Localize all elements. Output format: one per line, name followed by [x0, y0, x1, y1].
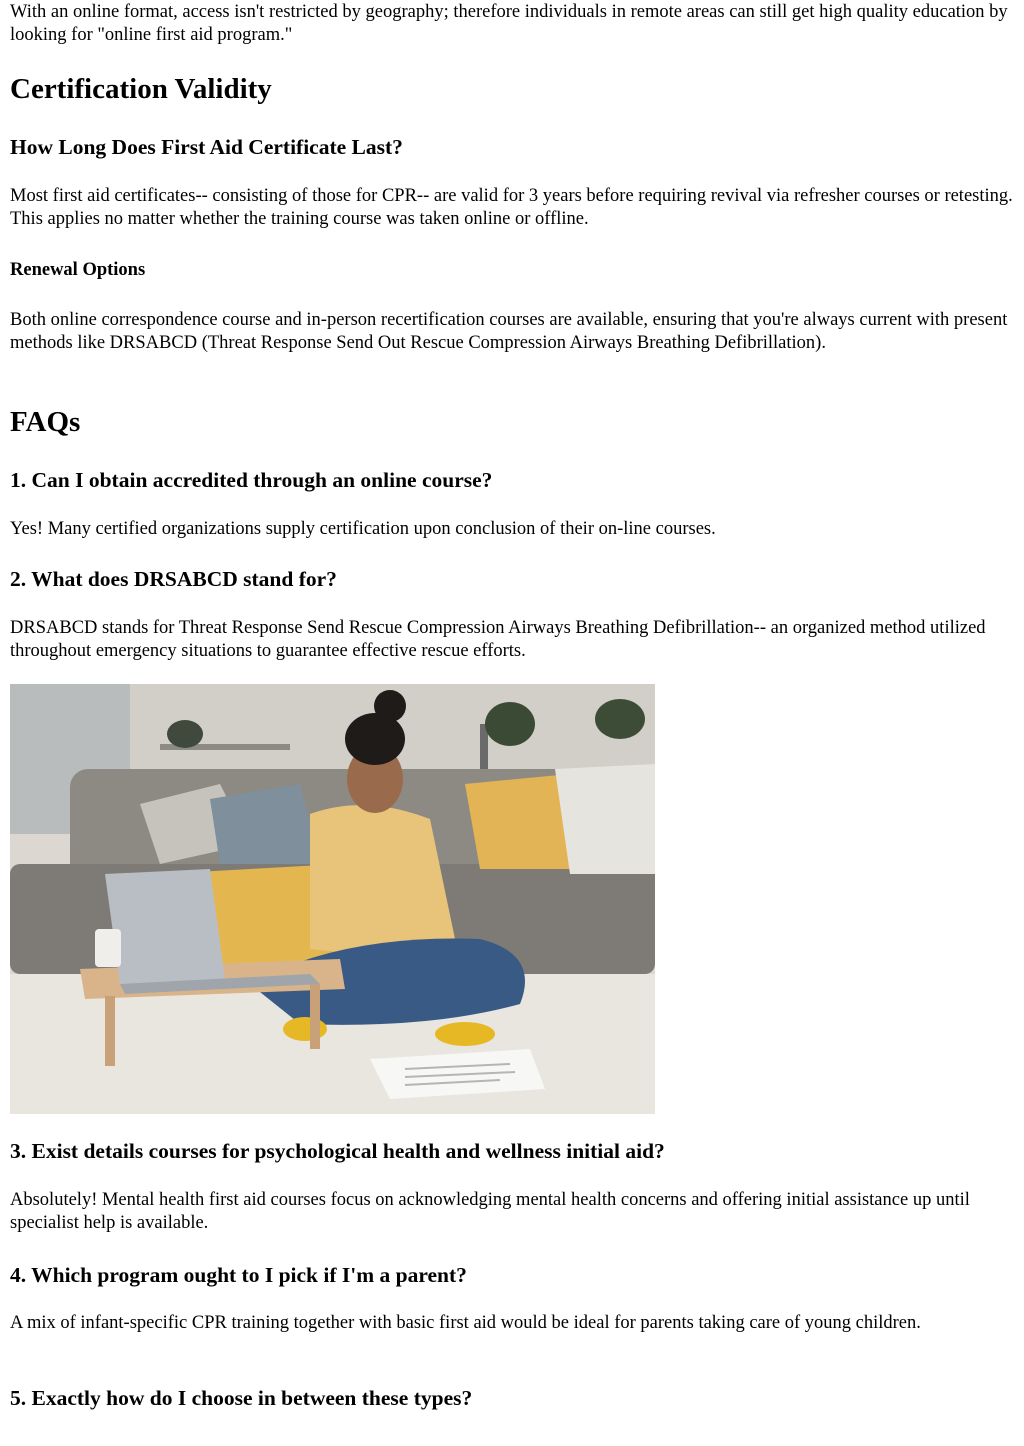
faq-answer: Yes! Many certified organizations supply certification upon conclusion of their on-line courses. [10, 519, 716, 539]
faq-answer: DRSABCD stands for Threat Response Send Rescue Compression Airways Breathing Defibrillation-- an organized method utilized throughout emergency situations to guarantee effective rescue efforts. [10, 618, 986, 661]
how-long-paragraph [10, 185, 1016, 231]
faqs-section [10, 405, 1016, 439]
faq-question: 4. Which program ought to I pick if I'm a parent? [10, 1263, 467, 1287]
renewal-block [10, 259, 1016, 282]
faq-item [10, 518, 1016, 541]
how-long-block [10, 134, 1016, 160]
renewal-text: Both online correspondence course and in-person recertification courses are available, ensuring that you're always current with present methods like DRSABCD (Threat Response Send Out Rescue Compression Airways Breathing Defibrillation). [10, 310, 1008, 353]
faq-item [10, 1312, 1016, 1335]
how-long-heading: How Long Does First Aid Certificate Last? [10, 135, 403, 159]
faq-item [10, 467, 1016, 493]
certification-section [10, 72, 1016, 106]
intro-paragraph [10, 1, 1016, 47]
renewal-heading: Renewal Options [10, 260, 146, 280]
faq-answer: A mix of infant-specific CPR training together with basic first aid would be ideal for parents taking care of young children. [10, 1313, 921, 1333]
intro-text: With an online format, access isn't restricted by geography; therefore individuals in remote areas can still get high quality education by looking for "online first aid program." [10, 2, 1008, 45]
faqs-heading: FAQs [10, 406, 81, 438]
faq-item [10, 1262, 1016, 1288]
faq-answer: Absolutely! Mental health first aid courses focus on acknowledging mental health concerns and offering initial assistance up until specialist help is available. [10, 1190, 970, 1233]
faq-question: 1. Can I obtain accredited through an online course? [10, 468, 493, 492]
photo-woman-laptop-icon [10, 684, 655, 1114]
faq-item [10, 1189, 1016, 1235]
faq-question: 5. Exactly how do I choose in between these types? [10, 1386, 473, 1410]
faq-question: 3. Exist details courses for psychological health and wellness initial aid? [10, 1139, 665, 1163]
how-long-text: Most first aid certificates-- consisting of those for CPR-- are valid for 3 years before requiring revival via refresher courses or retesting. This applies no matter whether the training course was taken online or offline. [10, 186, 1013, 229]
faq-item [10, 566, 1016, 592]
faq-item [10, 1138, 1016, 1164]
certification-heading: Certification Validity [10, 73, 272, 105]
faq-question: 2. What does DRSABCD stand for? [10, 567, 337, 591]
faq-item [10, 1385, 1016, 1411]
faq-item [10, 617, 1016, 663]
renewal-paragraph [10, 309, 1016, 355]
